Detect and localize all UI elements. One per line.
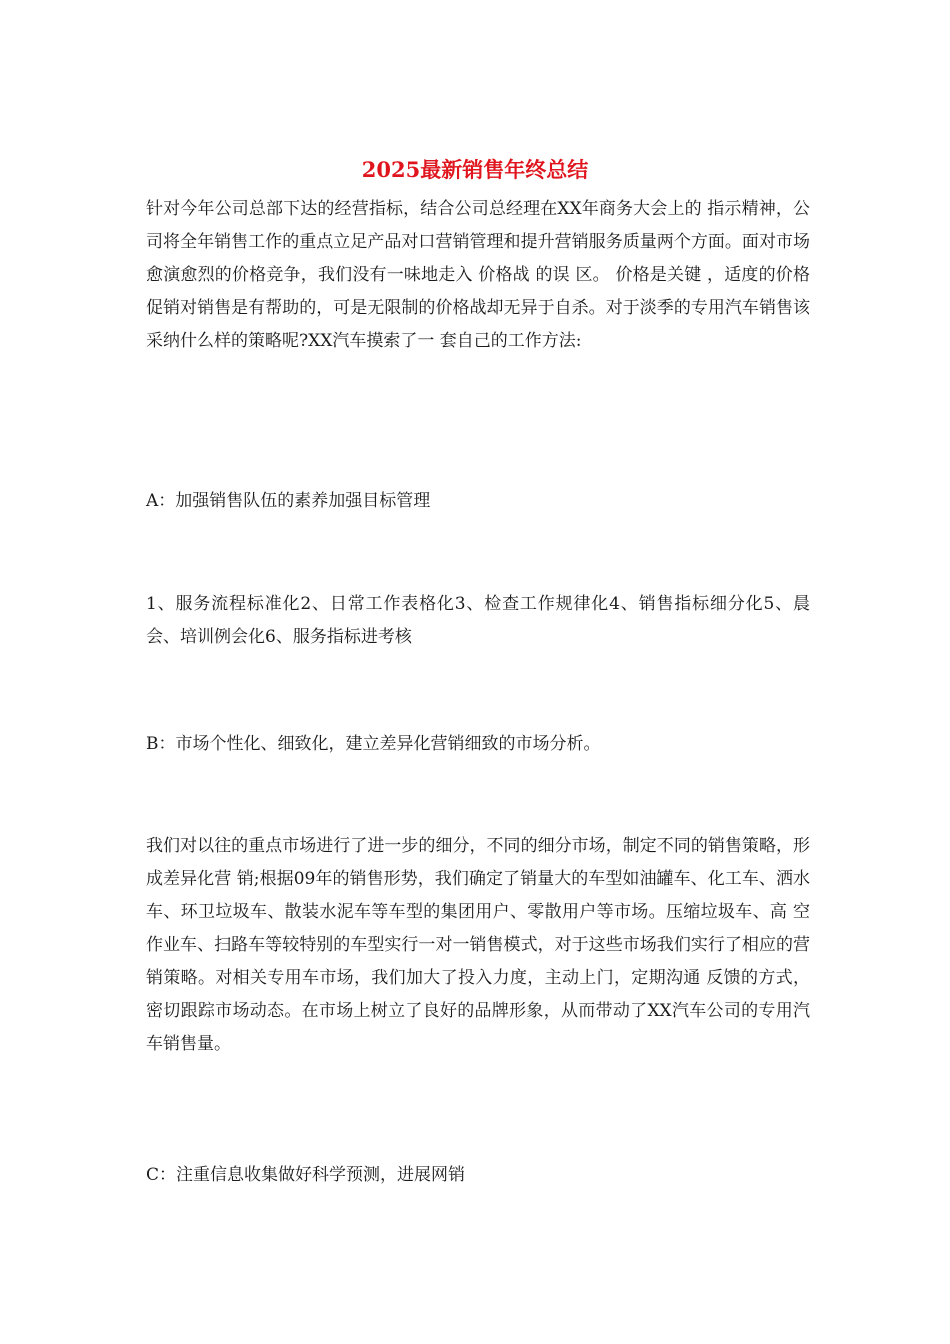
section-a-heading: A：加强销售队伍的素养加强目标管理	[146, 491, 431, 511]
section-b-heading: B：市场个性化、细致化，建立差异化营销细致的市场分析。	[146, 734, 601, 754]
intro-paragraph: 针对今年公司总部下达的经营指标，结合公司总经理在XX年商务大会上的 指示精神，公司将全年销售工作的重点立足产品对口营销管理和提升营销服务质量两个方面。面对市场愈演愈烈的价格竞争，我们没有一味地走入 价格战 的误 区。 价格是关键 ，适度的价格促销对销售是有帮助的，可是无限制的价格战却无异于自杀。对于淡季的专用汽车销售该采纳什么样的策略呢?XX汽车摸索了一 套自己的工作方法:	[146, 199, 810, 351]
section-c-heading: C：注重信息收集做好科学预测，进展网销	[146, 1165, 466, 1185]
section-a-list-paragraph: 1、服务流程标准化2、日常工作表格化3、检查工作规律化4、销售指标细分化5、晨会、培训例会化6、服务指标进考核	[146, 594, 810, 647]
document-title: 2025最新销售年终总结	[361, 157, 589, 182]
section-b-body-paragraph: 我们对以往的重点市场进行了进一步的细分，不同的细分市场，制定不同的销售策略，形成差异化营 销;根据09年的销售形势，我们确定了销量大的车型如油罐车、化工车、洒水车、环卫垃圾车、散装水泥车等车型的集团用户、零散用户等市场。压缩垃圾车、高 空作业车、扫路车等较特别的车型实行一对一销售模式，对于这些市场我们实行了相应的营销策略。对相关专用车市场，我们加大了投入力度，主动上门，定期沟通 反馈的方式，密切跟踪市场动态。在市场上树立了良好的品牌形象，从而带动了XX汽车公司的专用汽车销售量。	[146, 836, 810, 1054]
